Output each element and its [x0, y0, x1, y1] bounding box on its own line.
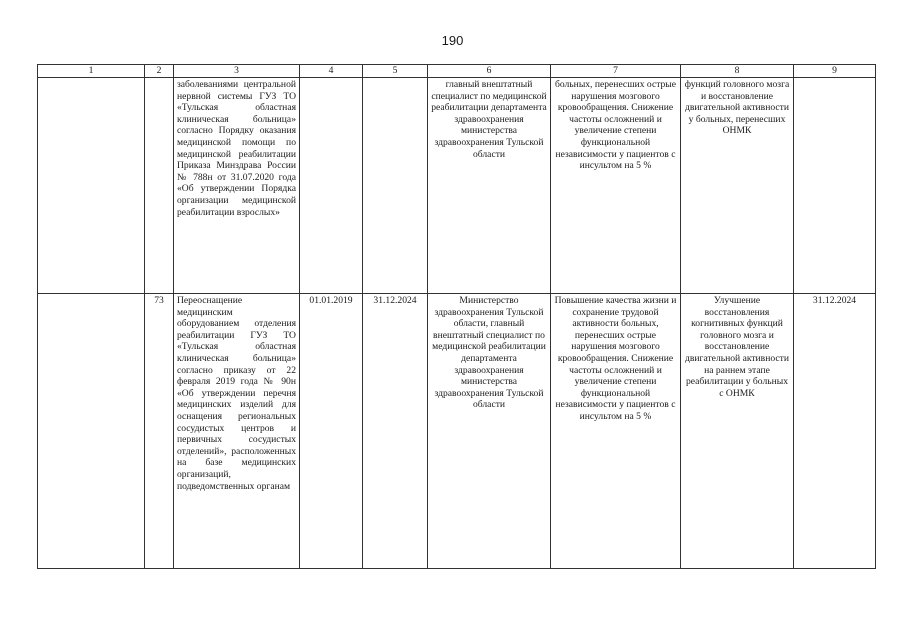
cell-deadline: 31.12.2024	[794, 294, 876, 569]
cell-result: Повышение качества жизни и сохранение трудовой активности больных, перенесших острые нарушения мозгового кровообращения. Снижение частоты осложнений и увеличение степени функциональной независимости у пациентов с инсультом на 5 %	[551, 294, 681, 569]
column-header-8: 8	[681, 65, 794, 78]
cell-activity: заболеваниями центральной нервной системы ГУЗ ТО «Тульская областная клиническая больница» согласно Порядку оказания медицинской помощи по медицинской реабилитации Приказа Минздрава России № 788н от 31.07.2020 года «Об утверждении Порядка организации медицинской реабилитации взрослых»	[174, 78, 300, 294]
cell-start-date	[300, 78, 363, 294]
cell-activity: Переоснащение медицинским оборудованием отделения реабилитации ГУЗ ТО «Тульская областная клиническая больница» согласно приказу от 22 февраля 2019 года № 90н «Об утверждении перечня медицинских изделий для оснащения региональных сосудистых центров и первичных сосудистых отделений», расположенных на базе медицинских организаций, подведомственных органам	[174, 294, 300, 569]
column-header-3: 3	[174, 65, 300, 78]
cell-end-date: 31.12.2024	[363, 294, 428, 569]
header-row	[38, 65, 876, 78]
column-header-7: 7	[551, 65, 681, 78]
page-number: 190	[441, 33, 464, 48]
document-table	[37, 64, 876, 569]
cell-end-date	[363, 78, 428, 294]
cell-index	[145, 78, 174, 294]
column-header-9: 9	[794, 65, 876, 78]
cell-responsible: главный внештатный специалист по медицинской реабилитации департамента здравоохранения министерства здравоохранения Тульской области	[428, 78, 551, 294]
cell-number	[38, 294, 145, 569]
cell-start-date: 01.01.2019	[300, 294, 363, 569]
cell-index: 73	[145, 294, 174, 569]
table-row	[38, 294, 876, 569]
cell-result: больных, перенесших острые нарушения мозгового кровообращения. Снижение частоты осложнений и увеличение степени функциональной независимости у пациентов с инсультом на 5 %	[551, 78, 681, 294]
cell-indicator: Улучшение восстановления когнитивных функций головного мозга и восстановление двигательной активности на раннем этапе реабилитации у больных с ОНМК	[681, 294, 794, 569]
column-header-6: 6	[428, 65, 551, 78]
table-row	[38, 78, 876, 294]
column-header-5: 5	[363, 65, 428, 78]
column-header-1: 1	[38, 65, 145, 78]
cell-indicator: функций головного мозга и восстановление двигательной активности у больных, перенесших ОНМК	[681, 78, 794, 294]
cell-responsible: Министерство здравоохранения Тульской области, главный внештатный специалист по медицинской реабилитации департамента здравоохранения министерства здравоохранения Тульской области	[428, 294, 551, 569]
cell-deadline	[794, 78, 876, 294]
column-header-4: 4	[300, 65, 363, 78]
column-header-2: 2	[145, 65, 174, 78]
cell-number	[38, 78, 145, 294]
